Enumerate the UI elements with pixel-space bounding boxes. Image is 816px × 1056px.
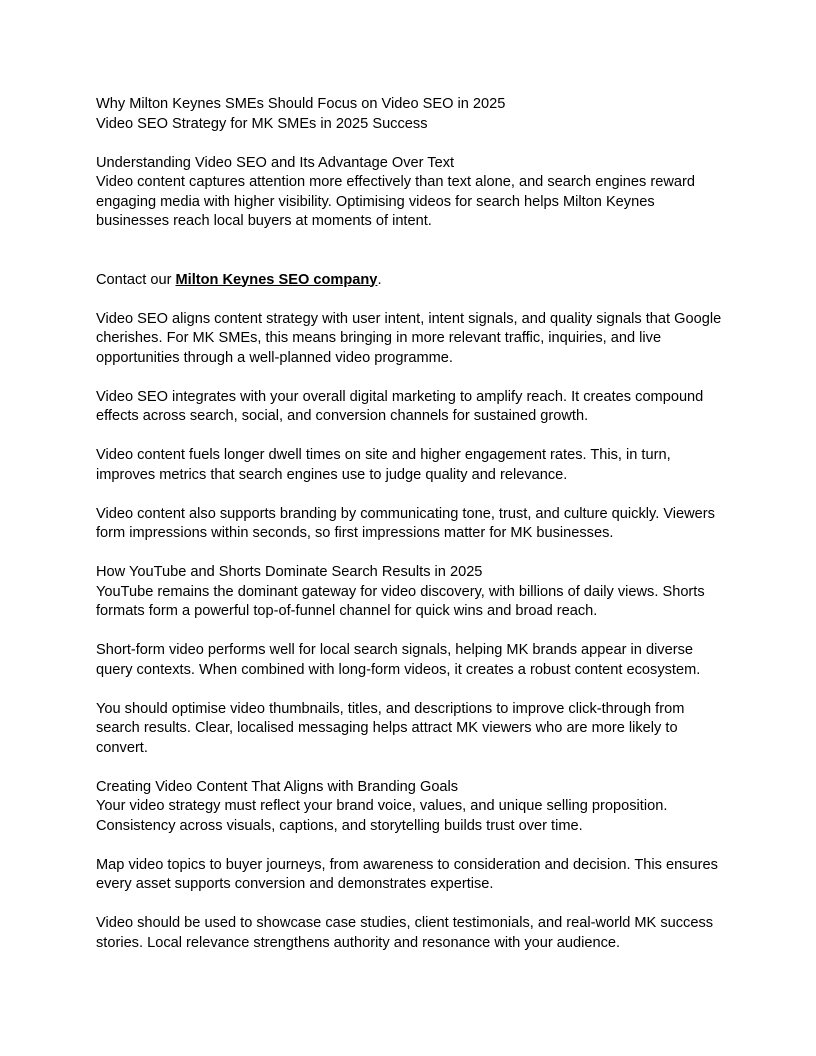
spacer [96, 895, 726, 915]
spacer [96, 427, 726, 447]
paragraph: You should optimise video thumbnails, titles, and descriptions to improve click-through from search results. Clear, localised messaging helps attract MK viewers who are more likely to convert. [96, 700, 685, 756]
section-2-heading: How YouTube and Shorts Dominate Search Results in 2025 [96, 564, 483, 580]
contact-suffix: . [377, 271, 382, 288]
paragraph: Short-form video performs well for local search signals, helping MK brands appear in diverse query contexts. When combined with long-form videos, it creates a robust content ecosystem. [96, 642, 701, 678]
contact-line [96, 271, 726, 291]
spacer [96, 758, 726, 778]
spacer [96, 232, 726, 271]
section-3-heading: Creating Video Content That Aligns with Branding Goals [96, 778, 459, 795]
paragraph: Video SEO aligns content strategy with user intent, intent signals, and quality signals that Google cherishes. For MK SMEs, this means bringing in more relevant traffic, inquiries, and live opportunities through a well-planned video programme. [96, 310, 722, 366]
section-1-heading: Understanding Video SEO and Its Advantage Over Text [96, 154, 455, 171]
spacer [96, 290, 726, 310]
contact-prefix: Contact our [96, 271, 176, 288]
spacer [96, 368, 726, 388]
paragraph: Video content also supports branding by communicating tone, trust, and culture quickly. Viewers form impressions within seconds, so first impressions matter for MK businesses. [96, 505, 715, 541]
paragraph: Map video topics to buyer journeys, from awareness to consideration and decision. This ensures every asset supports conversion and demonstrates expertise. [96, 856, 718, 892]
spacer [96, 544, 726, 564]
document-page [96, 95, 726, 953]
paragraph: Video SEO integrates with your overall digital marketing to amplify reach. It creates compound effects across search, social, and conversion channels for sustained growth. [96, 388, 704, 424]
section-1-intro: Video content captures attention more effectively than text alone, and search engines reward engaging media with higher visibility. Optimising videos for search helps Milton Keynes businesses reach local buyers at moments of intent. [96, 174, 695, 229]
spacer [96, 134, 726, 154]
title-line-2: Video SEO Strategy for MK SMEs in 2025 Success [96, 115, 428, 132]
title-line-1: Why Milton Keynes SMEs Should Focus on Video SEO in 2025 [96, 96, 506, 112]
spacer [96, 680, 726, 700]
paragraph: Video should be used to showcase case studies, client testimonials, and real-world MK success stories. Local relevance strengthens authority and resonance with your audience. [96, 915, 714, 951]
paragraph: Video content fuels longer dwell times on site and higher engagement rates. This, in turn, improves metrics that search engines use to judge quality and relevance. [96, 447, 671, 483]
section-3-intro: Your video strategy must reflect your brand voice, values, and unique selling proposition. Consistency across visuals, captions, and storytelling builds trust over time. [96, 798, 668, 834]
seo-company-link[interactable]: Milton Keynes SEO company [175, 271, 378, 288]
spacer [96, 485, 726, 505]
spacer [96, 622, 726, 642]
spacer [96, 836, 726, 856]
section-2-intro: YouTube remains the dominant gateway for video discovery, with billions of daily views. Shorts formats form a powerful top-of-funnel channel for quick wins and broad reach. [96, 583, 705, 619]
